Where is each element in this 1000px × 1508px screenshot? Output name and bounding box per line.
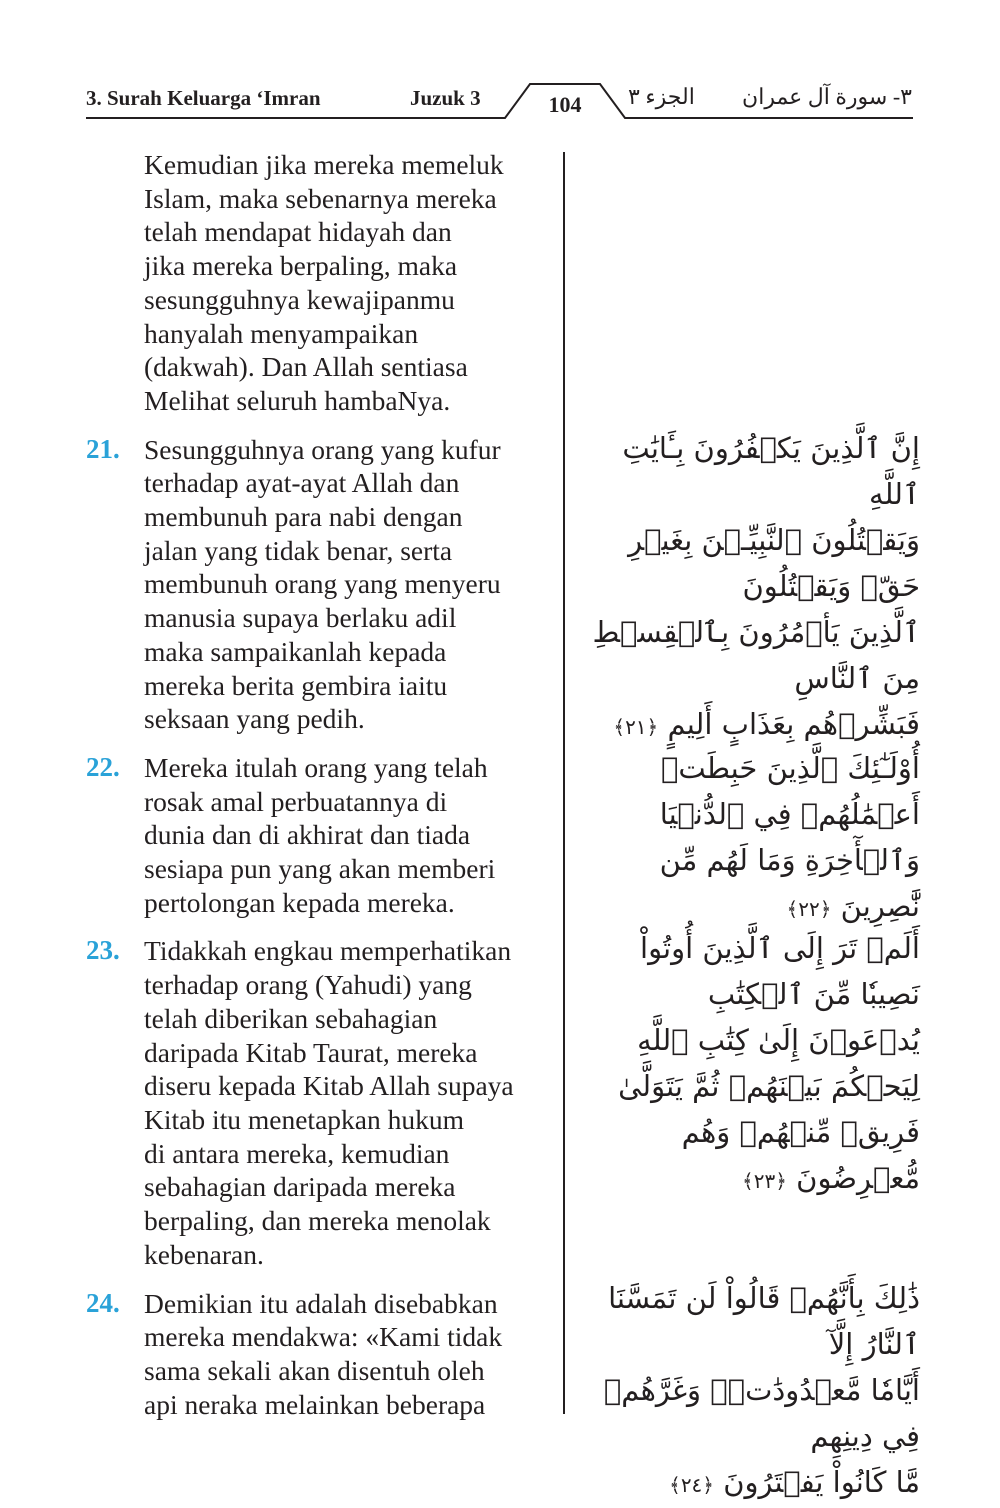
verse-number: 21. [86,433,120,464]
arabic-text: إِنَّ ٱلَّذِينَ يَكۡفُرُونَ بِـَٔايَٰتِ ٱللَّهِ وَيَقۡتُلُونَ ٱلنَّبِيِّـۧنَ بِغَيۡرِ حَقّٖ وَيَقۡتُلُونَ ٱلَّذِينَ يَأۡمُرُونَ بِٱلۡقِسۡطِ مِنَ ٱلنَّاسِ فَبَشِّرۡهُم بِعَذَابٍ أَلِيمٍ [592,431,920,741]
arabic-verse-24 [580,1275,920,1508]
arabic-verse-23 [580,925,920,1204]
verse-translation: Demikian itu adalah disebabkan mereka mendakwa: «Kami tidak sama sekali akan disentuh oleh api neraka melainkan beberapa [144,1287,503,1420]
page-header [0,0,1000,130]
translation-paragraph [86,148,554,418]
arabic-verse-22 [580,745,920,932]
surah-arabic: ٣- سورة آل عمران [742,84,912,109]
verse-translation: Sesungguhnya orang yang kufur terhadap ayat-ayat Allah dan membunuh para nabi dengan jalan yang tidak benar, serta membunuh orang yang menyeru manusia supaya berlaku adil maka sampaikanlah kepada mereka berita gembira iaitu seksaan yang pedih. [144,433,501,735]
header-rule [0,0,1000,130]
ayah-marker: ﴿٢٣﴾ [742,1169,787,1193]
translation-paragraph [86,433,554,736]
verse-number: 23. [86,935,120,966]
column-divider [563,152,565,1414]
translation-paragraph [86,934,554,1271]
ayah-marker: ﴿٢٤﴾ [669,1473,715,1497]
arabic-verse-21 [580,425,920,750]
juz-arabic: الجزء ٣ [628,84,695,109]
translation-paragraph [86,1287,554,1422]
arabic-text: أَلَمۡ تَرَ إِلَى ٱلَّذِينَ أُوتُواْ نَصِيبٗا مِّنَ ٱلۡكِتَٰبِ يُدۡعَوۡنَ إِلَىٰ كِتَٰبِ ٱللَّهِ لِيَحۡكُمَ بَيۡنَهُمۡ ثُمَّ يَتَوَلَّىٰ فَرِيقٞ مِّنۡهُمۡ وَهُم مُّعۡرِضُونَ [618,931,920,1195]
arabic-text: أُوْلَـٰٓئِكَ ٱلَّذِينَ حَبِطَتۡ أَعۡمَٰلُهُمۡ فِي ٱلدُّنۡيَا وَٱلۡأٓخِرَةِ وَمَا لَهُم مِّن نَّٰصِرِينَ [659,751,920,923]
verse-number: 24. [86,1287,120,1318]
verse-translation: Mereka itulah orang yang telah rosak amal perbuatannya di dunia dan di akhirat dan tiada sesiapa pun yang akan memberi pertolongan kepada mereka. [144,751,496,918]
verse-number: 22. [86,751,120,782]
verse-translation: Kemudian jika mereka memeluk Islam, maka sebenarnya mereka telah mendapat hidayah dan jika mereka berpaling, maka sesungguhnya kewajipanmu hanyalah menyampaikan (dakwah). Dan Allah sentiasa Melihat seluruh hambaNya. [144,149,504,416]
surah-title: 3. Surah Keluarga ‘Imran [86,86,321,110]
juzuk-label: Juzuk 3 [410,86,481,110]
ayah-marker: ﴿٢٢﴾ [786,897,832,921]
translation-paragraph [86,751,554,920]
ayah-marker: ﴿٢١﴾ [613,715,659,739]
translation-column [86,148,554,1436]
page-number: 104 [548,92,582,117]
arabic-text: ذَٰلِكَ بِأَنَّهُمۡ قَالُواْ لَن تَمَسَّنَا ٱلنَّارُ إِلَّآ أَيَّامٗا مَّعۡدُودَٰتٖۖ وَغَرَّهُمۡ فِي دِينِهِم مَّا كَانُواْ يَفۡتَرُونَ [603,1281,920,1499]
verse-translation: Tidakkah engkau memperhatikan terhadap orang (Yahudi) yang telah diberikan sebahagian daripada Kitab Taurat, mereka diseru kepada Kitab Allah supaya Kitab itu menetapkan hukum di antara mereka, kemudian sebahagian daripada mereka berpaling, dan mereka menolak kebenaran. [144,935,514,1270]
